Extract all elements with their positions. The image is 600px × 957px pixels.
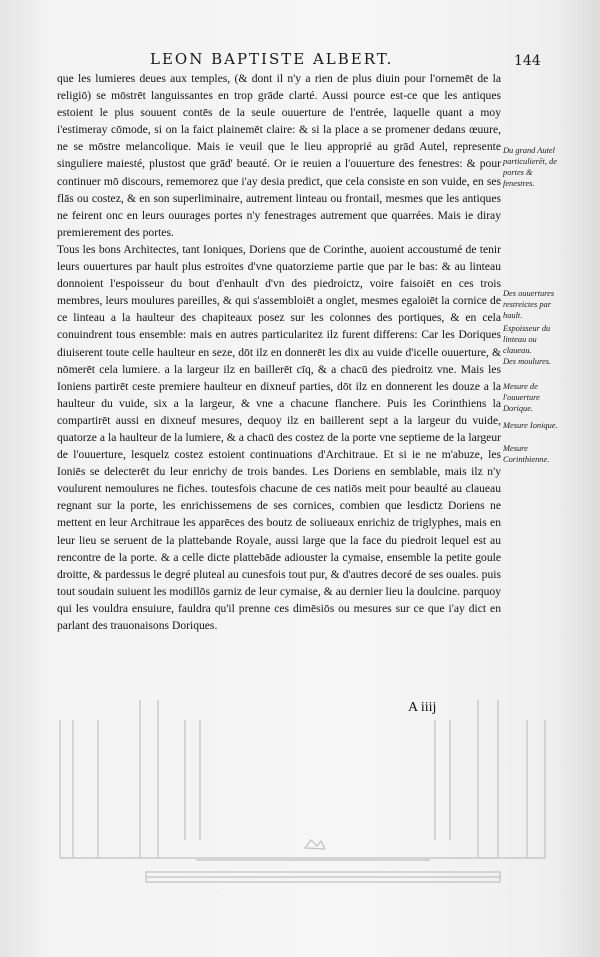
margin-note-ouuertures: Des ouuertures restreictes par hault. <box>503 289 555 320</box>
margin-note-mesure-dorique: Mesure de l'ouuerture Dorique. <box>503 382 540 413</box>
running-title: LEON BAPTISTE ALBERT. <box>150 50 394 68</box>
margin-note-mesure-corinthienne: Mesure Corinthienne. <box>503 444 550 464</box>
main-text <box>57 70 501 634</box>
page-number: 144 <box>514 53 541 69</box>
margin-note-moulures: Des moulures. <box>503 357 552 366</box>
paragraph-2: Tous les bons Architectes, tant Ioniques, Doriens que de Corinthe, auoient accoustumé de tenir leurs ouuertures par hault plus estroites d'vne quatorzieme partie que par le bas: & au linteau donnoient l'espoisseur du bout d'enhault d'vn des piedroictz, voire faisoiēt en ces trois membres, leurs moulures pareilles, & qui s'assembloiēt a onglet, mesmes egaloiēt la cornice de ce linteau a la haulteur des chapiteaux posez sur les colonnes des portiques, & en cela conuindrent tous ensemble: mais en autres particularitez ilz furent differens: Car les Doriques diuiserent toute celle haulteur en seze, dōt ilz en donnerēt les dix au vuide d'icelle ouuerture, & nōmerēt cela lumiere. a la largeur ilz en baillerēt cīq, & a chacū des piedroitz vne. Mais les Ioniens partirēt ceste premiere haulteur en dixneuf parties, dōt ilz en donnerent les douze a la haulteur du vuide, six a la largeur, & vne a chacune flanchere. Puis les Corinthiens la compartirēt aussi en dixneuf mesures, dequoy ilz en baillerent sept a la largeur du vuide, quatorze a la haulteur de la lumiere, & a chacū des costez de la porte vne septieme de la largeur de l'ouuerture, lesquelz costez estoient continuations d'Architraue. Et si ie ne m'abuze, les Ioniēs se delecterēt du leur enrichy de trois bandes. Les Doriens en semblable, mais ilz n'y voulurent nemoulures ne fiches. toutesfois chacune de ces natiōs meit pour beaulté au claueau regnant sur la porte, les enrichissemens de ses cornices, combien que lesdictz Doriens ne mettent en leur Architraue les apparēces des boutz de soliueaux enrichiz de triglyphes, mais en leur lieu se seruent de la plattebande Royale, aussi large que la face du piedroit lequel est au rencontre de la porte. & a celle dicte plattebāde adiouster la cymaise, ensemble la petite goule droitte, & pardessus le degré pluteal au cunesfois tout pur, & d'autres decoré de ses ouales. puis tout soudain suiuent les modillōs garniz de leur cymaise, & au dernier lieu la doulcine. parquoy qui les vouldra ensuiure, fauldra qu'il prenne ces dimēsiōs ou mesures sur ce que i'ay dict en parlant des trauonaisons Doriques. <box>57 242 501 632</box>
margin-note-mesure-ionique: Mesure Ionique. <box>503 421 558 430</box>
margin-note-grand-autel: Du grand Autel particulierēt, de portes & fenestres. <box>503 146 557 188</box>
paragraph-1: que les lumieres deues aux temples, (& dont il n'y a rien de plus diuin pour l'ornemēt de la religiō) se mōstrēt languissantes en trop grāde clarté. Aussi pource est-ce que les antiques estoient le plus souuent contēs de la seule ouuerture de l'entrée, laquelle quant a moy i'estimeray cōmode, si on la faict plainemēt claire: & si la place a se promener dedans œuure, ne se mōstre melancolique. Mais ie veuil que le lieu approprié au grād Autel, represente singuliere maiesté, plustost que grād' beauté. Or ie reuien a l'ouuerture des fenestres: & pour continuer mō discours, rememorez que i'ay desia predict, que cela consiste en son vuide, en ses flās ou costez, & en son superliminaire, autrement linteau ou frontail, mesmes que les antiques ne feirent onc en leurs ouurages portes n'y fenestrages autrement que quarrées. Mais ie diray premierement des portes. <box>57 72 501 239</box>
signature-mark: A iiij <box>408 700 437 715</box>
margin-note-linteau: Espoisseur du linteau ou claueau. <box>503 324 551 355</box>
